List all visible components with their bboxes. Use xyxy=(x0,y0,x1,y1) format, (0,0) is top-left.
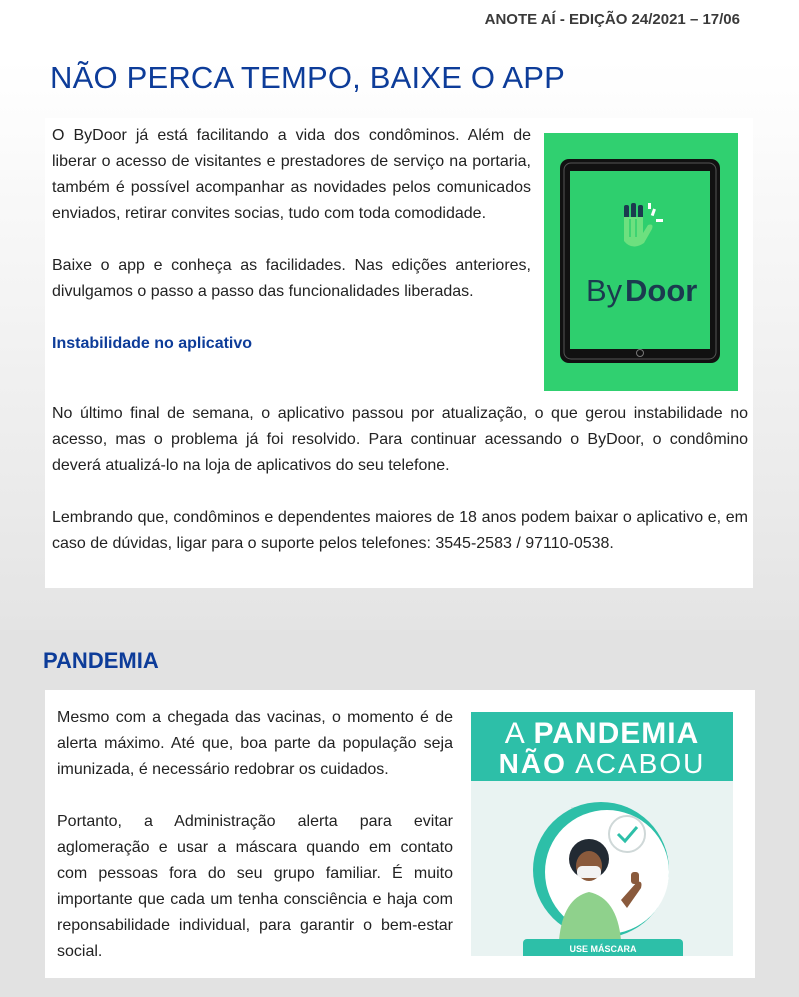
tablet-illustration xyxy=(544,133,738,391)
app-section-intro xyxy=(52,123,531,383)
use-mask-badge: USE MÁSCARA xyxy=(523,939,683,956)
pandemic-card xyxy=(45,690,755,978)
poster-line-2: NÃO ACABOU xyxy=(498,748,706,779)
app-section-title: NÃO PERCA TEMPO, BAIXE O APP xyxy=(50,60,565,95)
app-paragraph-1: O ByDoor já está facilitando a vida dos condôminos. Além de liberar o acesso de visitantes e prestadores de serviço na portaria, também é possível acompanhar as novidades pelos comunicados enviados, retirar convites socias, tudo com toda comodidade. xyxy=(52,127,531,222)
masked-person-illustration xyxy=(471,712,733,956)
logo-by-text: By xyxy=(586,273,623,308)
pandemic-paragraph-1: Mesmo com a chegada das vacinas, o momento é de alerta máximo. Até que, boa parte da população seja imunizada, é necessário redobrar os cuidados. xyxy=(57,709,453,778)
app-section-body xyxy=(52,401,748,583)
app-section-card xyxy=(45,118,753,588)
logo-door-text: Door xyxy=(625,273,698,308)
app-paragraph-2: Baixe o app e conheça as facilidades. Nas edições anteriores, divulgamos o passo a passo das funcionalidades liberadas. xyxy=(52,257,531,300)
poster-line-1: A PANDEMIA xyxy=(504,717,700,750)
app-paragraph-4: Lembrando que, condôminos e dependentes maiores de 18 anos podem baixar o aplicativo e, em caso de dúvidas, ligar para o suporte pelos telefones: 3545-2583 / 97110-0538. xyxy=(52,509,748,552)
pandemic-paragraph-2: Portanto, a Administração alerta para evitar aglomeração e usar a máscara quando em contato com pessoas fora do seu grupo familiar. É muito importante que cada um tenha consciência e haja com reponsabilidade individual, para garantir o bem-estar social. xyxy=(57,813,453,960)
instability-subheading: Instabilidade no aplicativo xyxy=(52,335,253,352)
pandemic-poster xyxy=(471,712,733,956)
pandemic-text xyxy=(57,705,453,991)
pandemic-section-title: PANDEMIA xyxy=(43,648,159,673)
app-paragraph-3: No último final de semana, o aplicativo passou por atualização, o que gerou instabilidade no acesso, mas o problema já foi resolvido. Para continuar acessando o ByDoor, o condômino deverá atualizá-lo na loja de aplicativos do seu telefone. xyxy=(52,405,748,474)
edition-label: ANOTE AÍ - EDIÇÃO 24/2021 – 17/06 xyxy=(484,11,740,28)
bydoor-app-image xyxy=(544,133,738,391)
